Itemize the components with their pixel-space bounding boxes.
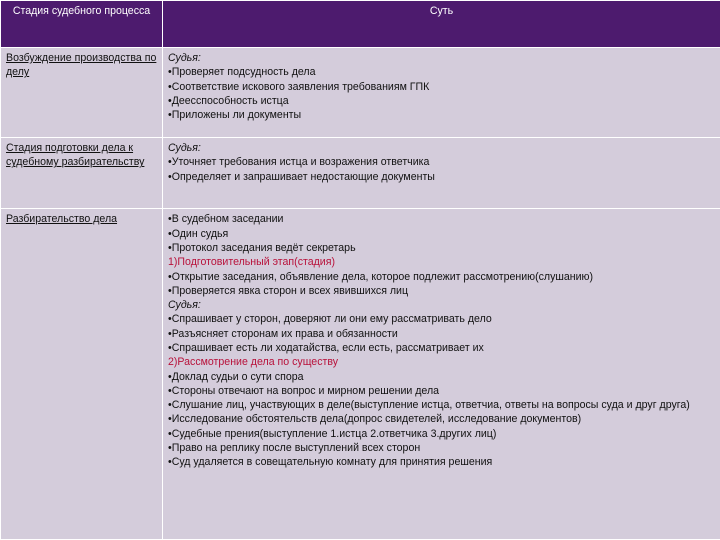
bullet-item: •Суд удаляется в совещательную комнату для принятия решения bbox=[168, 456, 493, 469]
table-row bbox=[1, 48, 720, 138]
bullet-item: •Судебные прения(выступление 1.истца 2.ответчика 3.других лиц) bbox=[168, 427, 497, 440]
stage-name: Разбирательство дела bbox=[6, 213, 118, 226]
stage-cell bbox=[1, 138, 163, 209]
text-line: Судья: bbox=[168, 142, 201, 155]
text-line: Судья: bbox=[168, 299, 201, 312]
bullet-item: •Соответствие искового заявления требованиям ГПК bbox=[168, 80, 430, 93]
bullet-item: •Доклад судьи о сути спора bbox=[168, 370, 304, 383]
bullet-item: •Деесспособность истца bbox=[168, 94, 289, 107]
bullet-item: •Спрашивает есть ли ходатайства, если есть, рассматривает их bbox=[168, 341, 484, 354]
bullet-item: •Открытие заседания, объявление дела, которое подлежит рассмотрению(слушанию) bbox=[168, 270, 594, 283]
essence-cell bbox=[163, 209, 720, 540]
section-heading: 2)Рассмотрение дела по существу bbox=[168, 356, 339, 369]
stage-cell bbox=[1, 48, 163, 138]
header-stage: Стадия судебного процесса bbox=[1, 1, 163, 48]
bullet-item: •Исследование обстоятельств дела(допрос свидетелей, исследование документов) bbox=[168, 413, 582, 426]
bullet-item: •Протокол заседания ведёт секретарь bbox=[168, 241, 356, 254]
bullet-item: •Один судья bbox=[168, 227, 229, 240]
bullet-item: •Право на реплику после выступлений всех сторон bbox=[168, 442, 421, 455]
header-essence: Суть bbox=[163, 1, 720, 48]
text-line: Судья: bbox=[168, 52, 201, 64]
table-row bbox=[1, 209, 720, 540]
bullet-item: •Разъясняет сторонам их права и обязанности bbox=[168, 327, 398, 340]
bullet-item: •В судебном заседании bbox=[168, 213, 284, 226]
bullet-item: •Проверяется явка сторон и всех явившихся лиц bbox=[168, 284, 409, 297]
bullet-item: •Спрашивает у сторон, доверяют ли они ему рассматривать дело bbox=[168, 313, 492, 326]
table-header-row bbox=[1, 1, 720, 48]
bullet-item: •Уточняет требования истца и возражения ответчика bbox=[168, 156, 430, 169]
section-heading: 1)Подготовительный этап(стадия) bbox=[168, 256, 335, 269]
bullet-item: •Определяет и запрашивает недостающие документы bbox=[168, 170, 435, 183]
bullet-item: •Стороны отвечают на вопрос и мирном решении дела bbox=[168, 384, 440, 397]
essence-cell bbox=[163, 138, 720, 209]
table-row bbox=[1, 138, 720, 209]
bullet-item: •Проверяет подсудность дела bbox=[168, 66, 316, 79]
stage-name: Возбуждение производства по делу bbox=[6, 52, 157, 79]
essence-cell bbox=[163, 48, 720, 138]
stage-cell bbox=[1, 209, 163, 540]
bullet-item: •Приложены ли документы bbox=[168, 109, 302, 122]
stage-name: Стадия подготовки дела к судебному разбирательству bbox=[6, 142, 145, 169]
bullet-item: •Слушание лиц, участвующих в деле(выступление истца, ответчиа, ответы на вопросы суда и друг друга) bbox=[168, 399, 690, 412]
